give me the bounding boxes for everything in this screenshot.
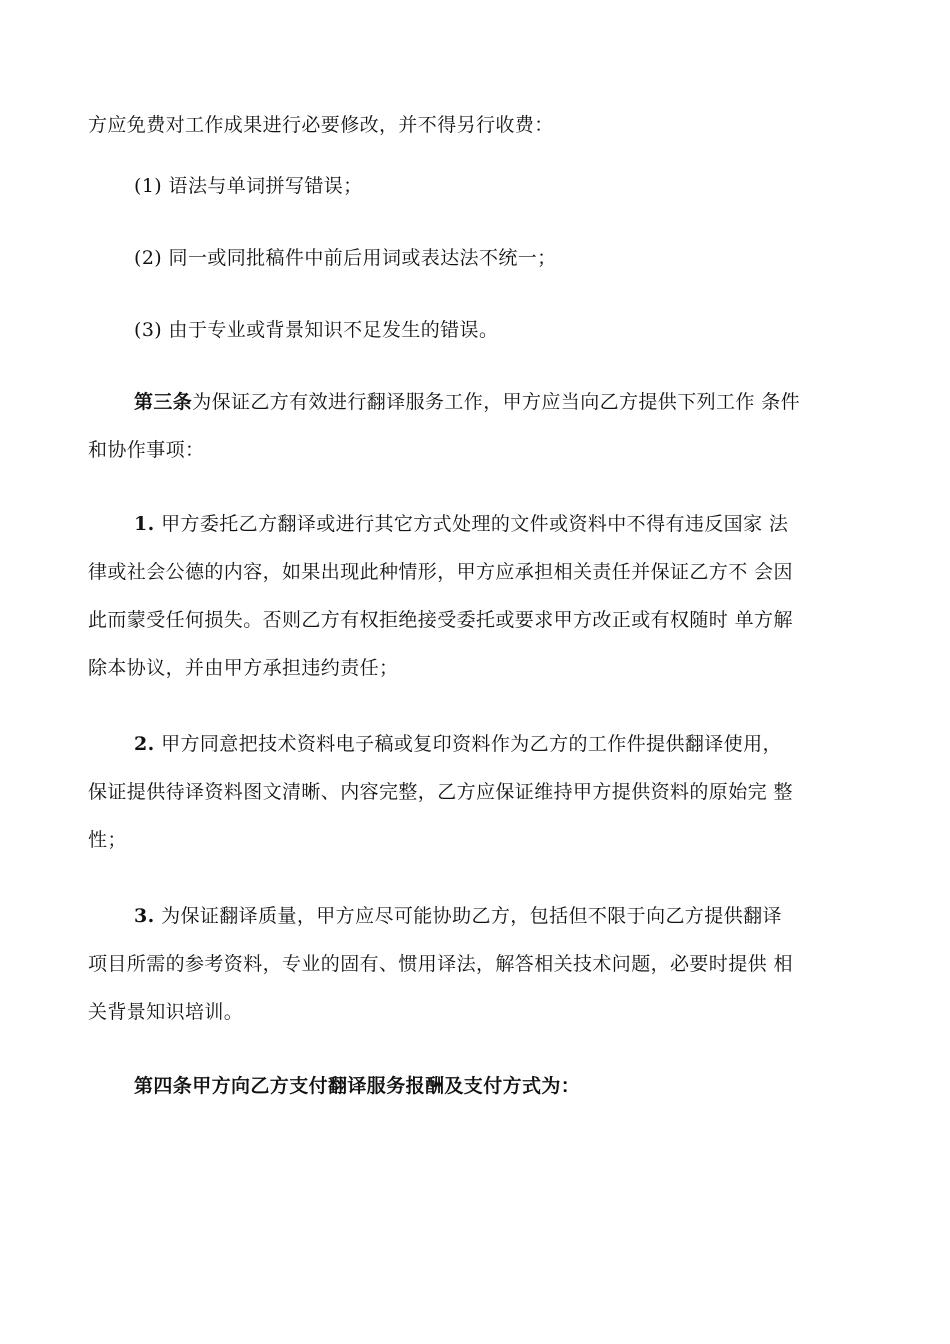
article-3-line-1 — [88, 378, 878, 426]
clause-3-line-2: 项目所需的参考资料，专业的固有、惯用译法，解答相关技术问题，必要时提供 相 — [88, 953, 793, 975]
list-item-2 — [134, 234, 878, 282]
clause-1-line-2: 律或社会公德的内容，如果出现此种情形，甲方应承担相关责任并保证乙方不 会因 — [88, 561, 793, 583]
clause-2-line-2: 保证提供待译资料图文清晰、内容完整，乙方应保证维持甲方提供资料的原始完 整 — [88, 781, 793, 803]
clause-2-line-1 — [88, 720, 878, 768]
clause-3 — [88, 892, 878, 1036]
list-item-2-text: (2) 同一或同批稿件中前后用词或表达法不统一； — [134, 247, 557, 269]
clause-3-text-1: 为保证翻译质量，甲方应尽可能协助乙方，包括但不限于向乙方提供翻译 — [154, 905, 782, 927]
clause-2-text-1: 甲方同意把技术资料电子稿或复印资料作为乙方的工作件提供翻译使用， — [154, 733, 782, 755]
clause-1-line-4: 除本协议，并由甲方承担违约责任； — [88, 657, 399, 679]
article-3-text-1: 为保证乙方有效进行翻译服务工作，甲方应当向乙方提供下列工作 条件 — [192, 391, 801, 413]
article-3-line-2: 和协作事项： — [88, 439, 205, 461]
clause-1-line-3: 此而蒙受任何损失。否则乙方有权拒绝接受委托或要求甲方改正或有权随时 单方解 — [88, 609, 793, 631]
clause-3-number: 3. — [134, 905, 155, 927]
clause-2-line-3: 性； — [88, 829, 127, 851]
clause-1-number: 1. — [134, 513, 155, 535]
clause-1-line-1 — [88, 500, 878, 548]
list-item-3-text: (3) 由于专业或背景知识不足发生的错误。 — [134, 319, 499, 341]
clause-2 — [88, 720, 878, 864]
list-item-1-text: (1) 语法与单词拼写错误； — [134, 175, 363, 197]
list-item-1 — [134, 162, 878, 210]
clause-1 — [88, 500, 878, 692]
intro-line — [88, 101, 878, 149]
article-4-text: 第四条甲方向乙方支付翻译服务报酬及支付方式为： — [134, 1075, 581, 1097]
clause-3-line-3: 关背景知识培训。 — [88, 1001, 244, 1023]
intro-text: 方应免费对工作成果进行必要修改，并不得另行收费： — [88, 114, 554, 136]
clause-3-line-1 — [88, 892, 878, 940]
clause-2-number: 2. — [134, 733, 155, 755]
article-3-label: 第三条 — [134, 391, 193, 413]
article-3 — [88, 378, 878, 474]
clause-1-text-1: 甲方委托乙方翻译或进行其它方式处理的文件或资料中不得有违反国家 法 — [154, 513, 789, 535]
list-item-3 — [134, 306, 878, 354]
article-4 — [88, 1062, 878, 1110]
